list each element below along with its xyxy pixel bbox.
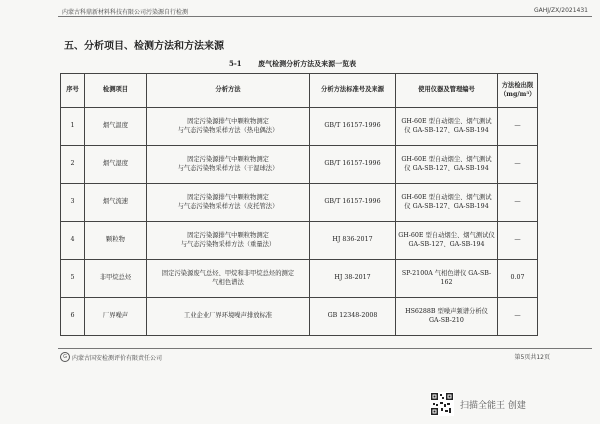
cell-standard: HJ 38-2017: [310, 260, 396, 298]
table-row: [61, 108, 538, 146]
cell-seq: 3: [61, 184, 85, 222]
header-standard: 分析方法标准号及来源: [310, 74, 396, 108]
cell-method-line: 固定污染源排气中颗粒物测定: [187, 117, 269, 125]
cell-limit: —: [498, 184, 538, 222]
header-limit-line: 方法检出限: [501, 81, 534, 89]
cell-method-line: 固定污染源排气中颗粒物测定: [187, 193, 269, 201]
methods-table: [60, 73, 538, 336]
cell-method: [147, 298, 310, 336]
cell-instrument-line: 仪 GA-SB-127、GA-SB-194: [404, 202, 489, 210]
cell-seq: 1: [61, 108, 85, 146]
qr-code-icon: [430, 392, 454, 416]
cell-method: [147, 222, 310, 260]
table-row: [61, 260, 538, 298]
table-caption-title: 废气检测分析方法及来源一览表: [258, 59, 357, 68]
cell-instrument: [396, 298, 498, 336]
cell-seq: 4: [61, 222, 85, 260]
header-company: 内蒙古科鼎新材料科技有限公司污染源自行检测: [62, 9, 189, 16]
cell-standard: GB/T 16157-1996: [310, 184, 396, 222]
cell-instrument: [396, 184, 498, 222]
cell-instrument: [396, 222, 498, 260]
header-method: 分析方法: [147, 74, 310, 108]
cell-item: 烟气湿度: [85, 146, 147, 184]
scanner-watermark: 扫描全能王 创建: [460, 401, 526, 411]
cell-method-line: 工业企业厂界环境噪声排放标准: [183, 312, 273, 320]
cell-method-line: 气相色谱法: [212, 278, 244, 286]
company-logo-icon: G: [60, 352, 70, 362]
table-body: [61, 108, 538, 336]
header-doc-number: GAHJ/ZX/2021431: [533, 7, 588, 14]
cell-method-line: 固定污染源废气总烃、甲烷和非甲烷总烃的测定: [161, 269, 295, 277]
cell-method: [147, 146, 310, 184]
header-limit-unit: （mg/m³）: [500, 90, 536, 98]
header-seq: 序号: [61, 74, 85, 108]
section-title: 五、分析项目、检测方法和方法来源: [64, 41, 224, 52]
cell-item: 非甲烷总烃: [85, 260, 147, 298]
table-row: [61, 184, 538, 222]
cell-item: 厂界噪声: [85, 298, 147, 336]
footer-page-number: 第5页共12页: [514, 354, 550, 361]
cell-item: 颗粒物: [85, 222, 147, 260]
cell-instrument-line: GH-60E 型自动烟尘、烟气测试: [401, 155, 492, 163]
cell-standard: GB 12348-2008: [310, 298, 396, 336]
table-header-row: [61, 74, 538, 108]
cell-instrument-line: HS6288B 型噪声频谱分析仪: [405, 307, 488, 315]
cell-method: [147, 108, 310, 146]
table-caption: [229, 59, 356, 69]
header-divider: [58, 16, 592, 17]
footer-company: [60, 352, 162, 362]
cell-seq: 6: [61, 298, 85, 336]
cell-limit: —: [498, 298, 538, 336]
cell-method-line: 与气态污染物采样方法（重量法）: [180, 240, 276, 248]
table-row: [61, 298, 538, 336]
footer-company-name: 内蒙古国安检测评价有限责任公司: [72, 354, 163, 362]
header-item: 检测项目: [85, 74, 147, 108]
cell-method: [147, 184, 310, 222]
cell-item: 烟气温度: [85, 108, 147, 146]
cell-instrument-line: SP-2100A 气相色谱仪 GA-SB-: [401, 269, 492, 277]
table-caption-number: 5-1: [229, 59, 242, 68]
header-instrument: 使用仪器及管理编号: [396, 74, 498, 108]
cell-instrument-line: 仪 GA-SB-127、GA-SB-194: [404, 126, 489, 134]
cell-method-line: 与气态污染物采样方法（热电偶法）: [177, 126, 279, 134]
cell-seq: 2: [61, 146, 85, 184]
table-row: [61, 146, 538, 184]
header-limit: [498, 74, 538, 108]
footer-divider: [58, 348, 592, 349]
table-row: [61, 222, 538, 260]
cell-standard: HJ 836-2017: [310, 222, 396, 260]
cell-method-line: 与气态污染物采样方法（皮托管法）: [177, 202, 279, 210]
cell-limit: 0.07: [498, 260, 538, 298]
cell-instrument-line: GA-SB-210: [429, 316, 464, 324]
cell-method-line: 与气态污染物采样方法（干湿球法）: [177, 164, 279, 172]
cell-limit: —: [498, 222, 538, 260]
cell-instrument: [396, 146, 498, 184]
cell-method-line: 固定污染源排气中颗粒物测定: [187, 231, 269, 239]
cell-instrument-line: GH-60E 型自动烟尘、烟气测试: [401, 193, 492, 201]
cell-method-line: 固定污染源排气中颗粒物测定: [187, 155, 269, 163]
cell-standard: GB/T 16157-1996: [310, 108, 396, 146]
cell-instrument-line: GH-60E 型自动烟尘、烟气测试: [401, 117, 492, 125]
cell-instrument-line: GH-60E 型自动烟尘、烟气测试仪: [398, 231, 495, 239]
cell-seq: 5: [61, 260, 85, 298]
cell-standard: GB/T 16157-1996: [310, 146, 396, 184]
cell-instrument-line: 仪 GA-SB-127、GA-SB-194: [404, 164, 489, 172]
cell-item: 烟气流速: [85, 184, 147, 222]
cell-instrument: [396, 260, 498, 298]
cell-limit: —: [498, 146, 538, 184]
cell-method: [147, 260, 310, 298]
cell-limit: —: [498, 108, 538, 146]
cell-instrument-line: 162: [440, 278, 453, 286]
cell-instrument: [396, 108, 498, 146]
cell-instrument-line: GA-SB-127、GA-SB-194: [408, 240, 485, 248]
